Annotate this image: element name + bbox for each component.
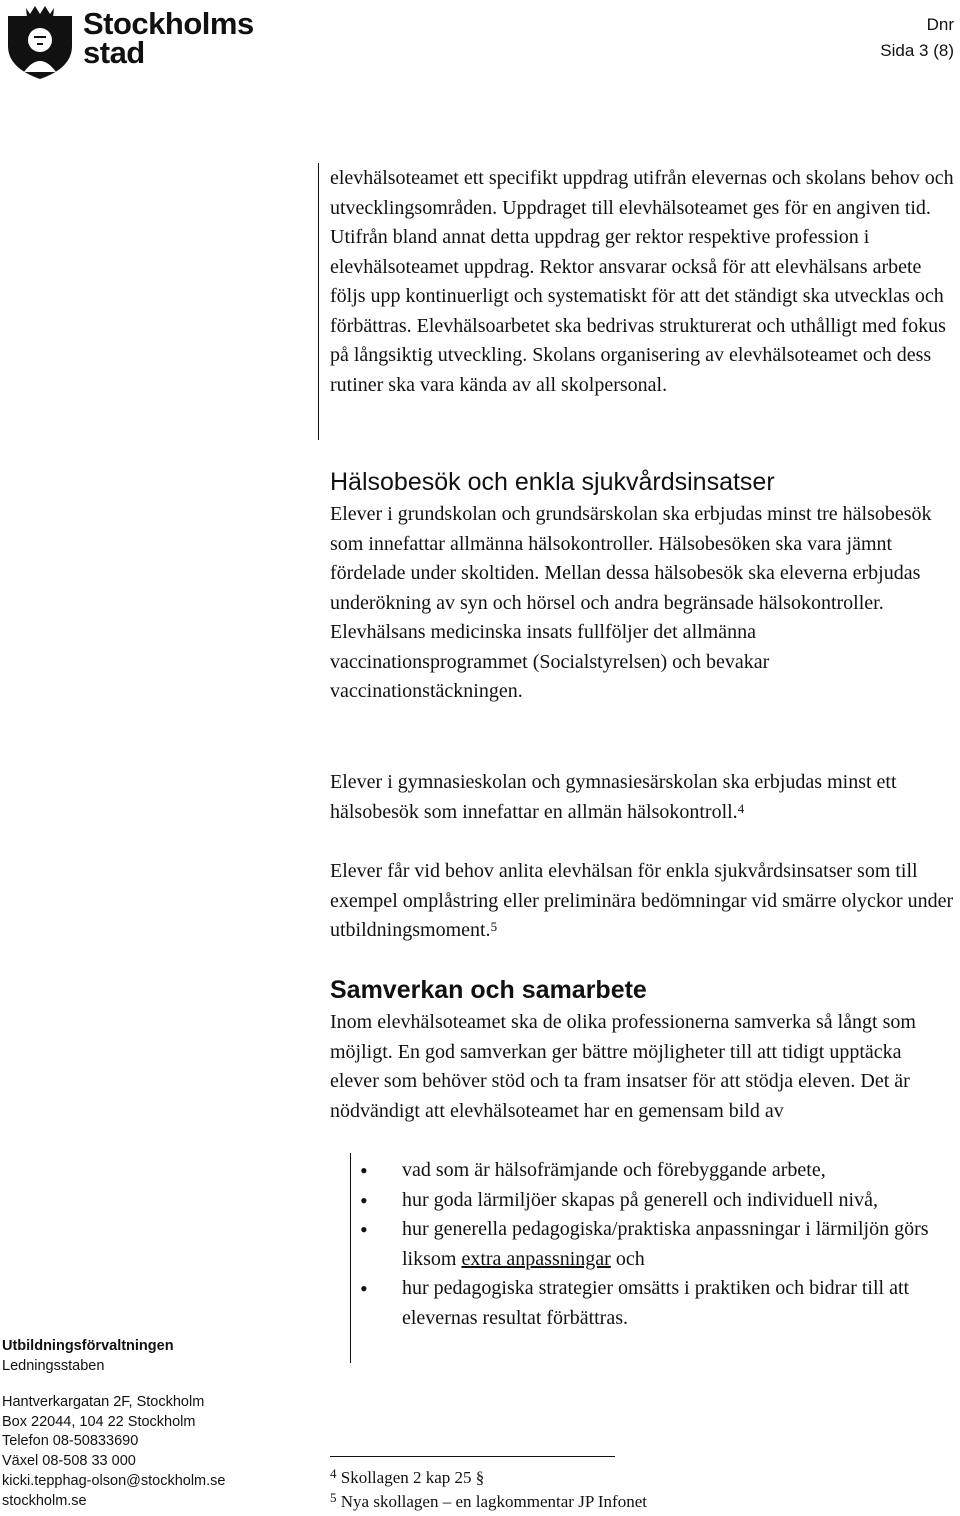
footnote-4 — [330, 1466, 647, 1490]
logo-line-2: stad — [83, 35, 145, 70]
footnotes — [330, 1466, 647, 1514]
section1-paragraph-3-text: Elever får vid behov anlita elevhälsan för enkla sjukvårdsinsatser som till exempel omplåstring eller preliminära bedömningar vid smärre olyckor under utbildningsmoment. — [330, 860, 954, 941]
section1-paragraph-2-text: Elever i gymnasieskolan och gymnasiesärskolan ska erbjudas minst ett hälsobesök som innefattar en allmän hälsokontroll. — [330, 771, 897, 823]
address-block — [2, 1393, 225, 1511]
intro-paragraph: elevhälsoteamet ett specifikt uppdrag utifrån elevernas och skolans behov och utvecklingsområden. Uppdraget till elevhälsoteamet ges för en angiven tid. Utifrån bland annat detta uppdrag ger rektor respektive profession i elevhälsoteamet uppdrag. Rektor ansvarar också för att elevhälsans arbete följs upp kontinuerligt och systematiskt för att det ständigt ska utvecklas och förbättras. Elevhälsoarbetet ska bedrivas strukturerat och uthålligt med fokus på långsiktig utveckling. Skolans organisering av elevhälsoteamet och dess rutiner ska vara kända av all skolpersonal. — [330, 167, 954, 396]
logo-wordmark — [83, 6, 254, 70]
footnote-number: 4 — [330, 1466, 337, 1481]
logo-line-1: Stockholms — [83, 6, 254, 41]
list-item: • hur pedagogiska strategier omsätts i praktiken och bidrar till att elevernas resultat förbättras. — [360, 1274, 950, 1333]
section-heading-samverkan: Samverkan och samarbete — [330, 976, 647, 1004]
city-crest-icon — [4, 2, 76, 80]
list-item: • hur goda lärmiljöer skapas på generell och individuell nivå, — [360, 1186, 950, 1216]
section-heading-halsobesok: Hälsobesök och enkla sjukvårdsinsatser — [330, 468, 775, 496]
phone-line: Telefon 08-50833690 — [2, 1433, 139, 1450]
website-link[interactable]: stockholm.se — [2, 1492, 87, 1509]
change-bar-intro — [318, 163, 319, 440]
page-number: Sida 3 (8) — [880, 41, 954, 60]
section1-paragraph-2 — [330, 768, 955, 827]
dnr-label: Dnr — [926, 15, 954, 34]
section1-paragraph-3 — [330, 857, 955, 946]
section1-paragraph-1: Elever i grundskolan och grundsärskolan ska erbjudas minst tre hälsobesök som innefattar allmänna hälsokontroller. Hälsobesöken ska vara jämnt fördelade under skoltiden. Mellan dessa hälsobesök ska eleverna erbjudas underökning av syn och hörsel och andra begränsade hälsokontroller. Elevhälsans medicinska insats fullföljer det allmänna vaccinationsprogrammet (Socialstyrelsen) och bevakar vaccinationstäckningen. — [330, 503, 932, 702]
footnote-separator — [330, 1456, 615, 1457]
change-bar-list — [350, 1153, 351, 1363]
email-link[interactable]: kicki.tepphag-olson@stockholm.se — [2, 1472, 226, 1489]
org-name: Utbildningsförvaltningen — [2, 1338, 174, 1354]
footnote-5 — [330, 1490, 647, 1514]
list-item-text: hur generella pedagogiska/praktiska anpassningar i lärmiljön görs liksom — [402, 1218, 929, 1270]
list-item: • vad som är hälsofrämjande och förebyggande arbete, — [360, 1156, 950, 1186]
section2-paragraph-1: Inom elevhälsoteamet ska de olika professionerna samverka så långt som möjligt. En god samverkan ger bättre möjligheter till att tidigt upptäcka elever som behöver stöd och ta fram insatser för att stödja eleven. Det är nödvändigt att elevhälsoteamet har en gemensam bild av — [330, 1011, 916, 1122]
footnote-text: Nya skollagen – en lagkommentar JP Infonet — [340, 1492, 647, 1511]
footnote-ref-4[interactable]: 4 — [737, 800, 745, 816]
bullet-list — [360, 1156, 950, 1333]
switchboard-line: Växel 08-508 33 000 — [2, 1453, 136, 1470]
address-line: Box 22044, 104 22 Stockholm — [2, 1413, 196, 1430]
org-unit: Ledningsstaben — [2, 1358, 105, 1374]
extra-anpassningar-link[interactable]: extra anpassningar — [461, 1247, 611, 1270]
header-meta — [880, 12, 954, 64]
list-item — [360, 1215, 950, 1274]
organization-block — [2, 1336, 174, 1376]
list-item-text: och — [610, 1247, 645, 1270]
footnote-text: Skollagen 2 kap 25 § — [340, 1468, 485, 1487]
footnote-ref-5[interactable]: 5 — [490, 919, 498, 934]
address-line: Hantverkargatan 2F, Stockholm — [2, 1394, 205, 1410]
stockholms-stad-logo — [4, 2, 254, 82]
footnote-number: 5 — [330, 1490, 337, 1505]
